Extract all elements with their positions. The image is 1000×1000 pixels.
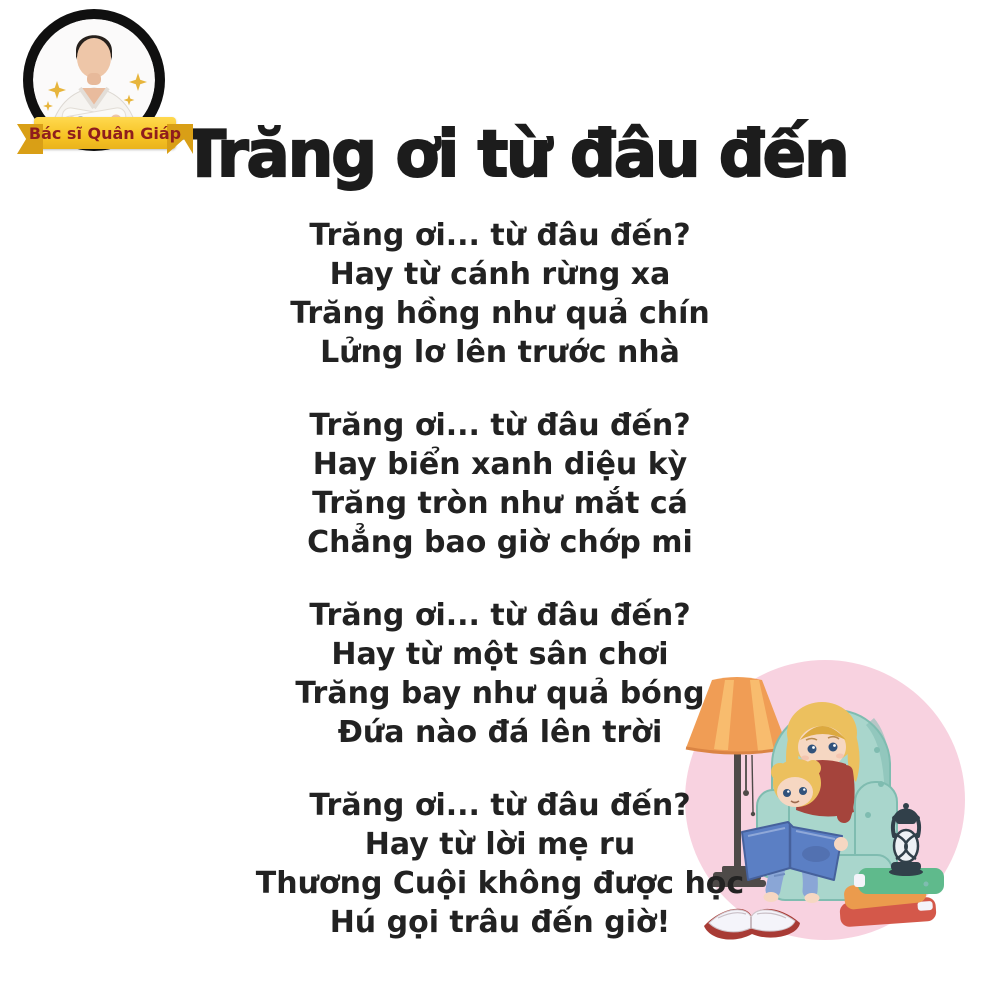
poem-line: Trăng hồng như quả chín bbox=[290, 296, 710, 331]
poem-line: Hay biển xanh diệu kỳ bbox=[312, 447, 688, 482]
poem-title: Trăng ơi từ đâu đến bbox=[182, 118, 848, 192]
poem-line: Trăng ơi... từ đâu đến? bbox=[309, 408, 691, 443]
stanza-4 bbox=[0, 786, 1000, 942]
poem-line: Chẳng bao giờ chớp mi bbox=[307, 525, 693, 560]
stanza-1 bbox=[0, 216, 1000, 372]
poem-line: Hú gọi trâu đến giờ! bbox=[329, 905, 671, 940]
poem-line: Trăng ơi... từ đâu đến? bbox=[309, 598, 691, 633]
author-badge bbox=[14, 4, 194, 164]
poem-line: Hay từ lời mẹ ru bbox=[364, 827, 636, 862]
poem-line: Đứa nào đá lên trời bbox=[337, 715, 663, 750]
poem-line: Hay từ một sân chơi bbox=[331, 637, 669, 672]
poem-line: Trăng bay như quả bóng bbox=[295, 676, 705, 711]
stanza-3 bbox=[0, 596, 1000, 752]
stanza-2 bbox=[0, 406, 1000, 562]
poem-line: Lửng lơ lên trước nhà bbox=[320, 335, 680, 370]
poem-line: Trăng ơi... từ đâu đến? bbox=[309, 218, 691, 253]
author-name: Bác sĩ Quân Giáp bbox=[28, 123, 182, 143]
poem-line: Hay từ cánh rừng xa bbox=[329, 257, 671, 292]
poem-line: Trăng tròn như mắt cá bbox=[312, 486, 688, 521]
author-ribbon bbox=[28, 117, 182, 149]
poem-line: Thương Cuội không được học bbox=[255, 866, 745, 901]
poem-line: Trăng ơi... từ đâu đến? bbox=[309, 788, 691, 823]
poem-body bbox=[0, 216, 1000, 976]
